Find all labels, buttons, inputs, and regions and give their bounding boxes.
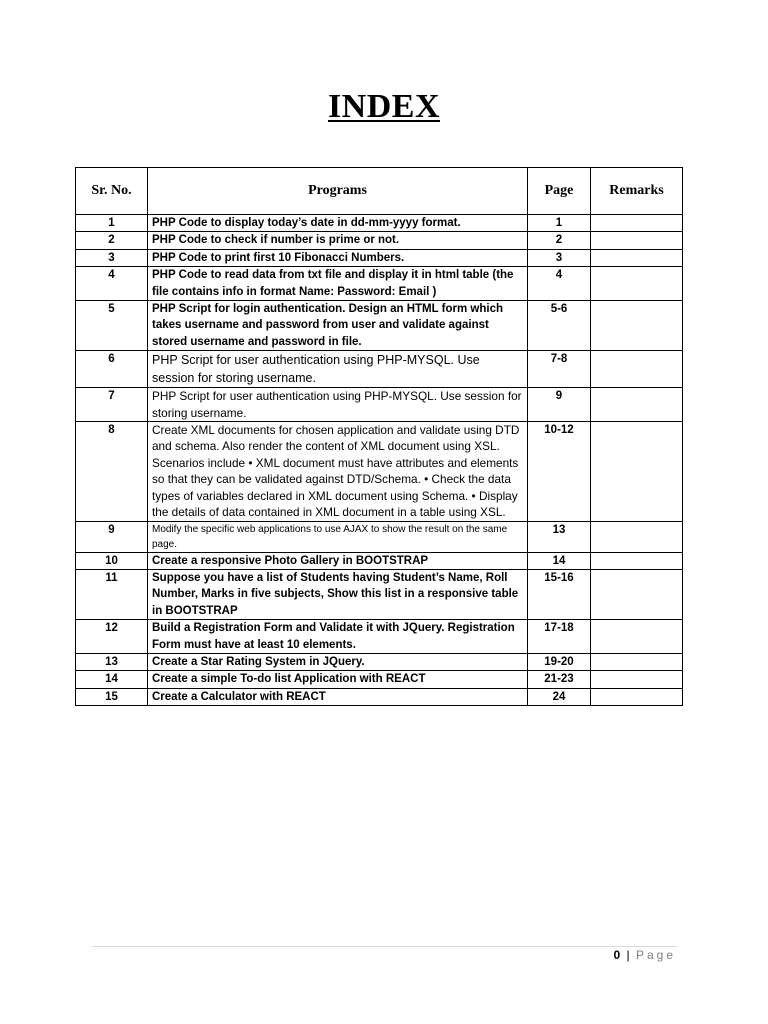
table-row (76, 232, 683, 249)
row-program: PHP Code to read data from txt file and display it in html table (the file contains info in format Name: Password: Email ) (148, 267, 528, 301)
row-remarks (591, 569, 683, 619)
row-program: PHP Script for user authentication using PHP-MYSQL. Use session for storing username. (148, 388, 528, 422)
row-program: Suppose you have a list of Students having Student’s Name, Roll Number, Marks in five subjects, Show this list in a responsive table in BOOTSTRAP (148, 569, 528, 619)
table-header-row (76, 168, 683, 215)
row-page: 21-23 (528, 671, 591, 688)
row-page: 9 (528, 388, 591, 422)
row-page: 2 (528, 232, 591, 249)
table-row (76, 552, 683, 569)
row-remarks (591, 653, 683, 670)
row-program: Create a Star Rating System in JQuery. (148, 653, 528, 670)
row-page: 24 (528, 688, 591, 705)
row-program: PHP Code to check if number is prime or not. (148, 232, 528, 249)
row-page: 15-16 (528, 569, 591, 619)
row-page: 19-20 (528, 653, 591, 670)
row-program: PHP Script for login authentication. Design an HTML form which takes username and password from user and validate against stored username and password in file. (148, 301, 528, 351)
row-sr-no: 11 (76, 569, 148, 619)
table-row (76, 249, 683, 266)
row-sr-no: 12 (76, 620, 148, 654)
row-program: Create a responsive Photo Gallery in BOOTSTRAP (148, 552, 528, 569)
header-programs: Programs (148, 168, 528, 215)
row-sr-no: 4 (76, 267, 148, 301)
table-row (76, 620, 683, 654)
row-program: Create a Calculator with REACT (148, 688, 528, 705)
row-program: PHP Code to display today’s date in dd-mm-yyyy format. (148, 215, 528, 232)
row-remarks (591, 688, 683, 705)
row-sr-no: 2 (76, 232, 148, 249)
row-sr-no: 14 (76, 671, 148, 688)
table-row (76, 653, 683, 670)
row-remarks (591, 267, 683, 301)
row-sr-no: 10 (76, 552, 148, 569)
row-remarks (591, 301, 683, 351)
table-row (76, 388, 683, 422)
row-remarks (591, 620, 683, 654)
row-page: 7-8 (528, 351, 591, 388)
row-program: Create XML documents for chosen application and validate using DTD and schema. Also render the content of XML document using XSL. Scenarios include • XML document must have attributes and elements so that they can be validated against DTD/Schema. • Check the data types of variables declared in XML document using Schema. • Display the details of data contained in XML document in a table using XSL. (148, 422, 528, 521)
table-row (76, 215, 683, 232)
row-program: Build a Registration Form and Validate it with JQuery. Registration Form must have at least 10 elements. (148, 620, 528, 654)
row-page: 5-6 (528, 301, 591, 351)
row-sr-no: 1 (76, 215, 148, 232)
row-sr-no: 7 (76, 388, 148, 422)
row-page: 1 (528, 215, 591, 232)
row-page: 3 (528, 249, 591, 266)
row-remarks (591, 552, 683, 569)
table-row (76, 351, 683, 388)
row-sr-no: 15 (76, 688, 148, 705)
page-number: 0 (613, 948, 621, 962)
row-remarks (591, 521, 683, 552)
row-remarks (591, 388, 683, 422)
row-remarks (591, 249, 683, 266)
table-row (76, 422, 683, 521)
row-page: 10-12 (528, 422, 591, 521)
header-sr-no: Sr. No. (76, 168, 148, 215)
header-page: Page (528, 168, 591, 215)
page-title: INDEX (327, 88, 441, 125)
row-remarks (591, 232, 683, 249)
row-sr-no: 5 (76, 301, 148, 351)
table-row (76, 688, 683, 705)
row-program: Create a simple To-do list Application with REACT (148, 671, 528, 688)
row-remarks (591, 215, 683, 232)
row-page: 14 (528, 552, 591, 569)
row-sr-no: 6 (76, 351, 148, 388)
row-sr-no: 9 (76, 521, 148, 552)
row-sr-no: 8 (76, 422, 148, 521)
footer-divider (92, 946, 677, 947)
row-sr-no: 3 (76, 249, 148, 266)
row-program: PHP Script for user authentication using PHP-MYSQL. Use session for storing username. (148, 351, 528, 388)
row-remarks (591, 422, 683, 521)
footer-separator: | (626, 948, 630, 962)
row-sr-no: 13 (76, 653, 148, 670)
row-program: Modify the specific web applications to use AJAX to show the result on the same page. (148, 521, 528, 552)
row-remarks (591, 671, 683, 688)
page-word: Page (635, 948, 676, 962)
table-row (76, 569, 683, 619)
table-row (76, 521, 683, 552)
index-table (75, 167, 683, 706)
header-remarks: Remarks (591, 168, 683, 215)
page-footer (613, 948, 676, 962)
table-row (76, 301, 683, 351)
row-page: 4 (528, 267, 591, 301)
table-row (76, 267, 683, 301)
row-remarks (591, 351, 683, 388)
row-page: 17-18 (528, 620, 591, 654)
row-page: 13 (528, 521, 591, 552)
row-program: PHP Code to print first 10 Fibonacci Numbers. (148, 249, 528, 266)
table-row (76, 671, 683, 688)
